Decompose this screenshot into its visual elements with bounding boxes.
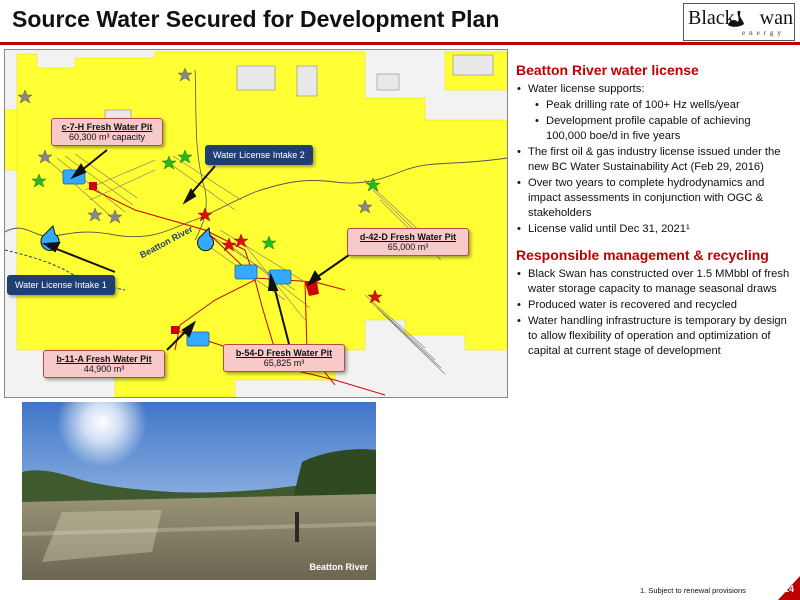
list-item: • Water handling infrastructure is temporary by design to allow flexibility of operation and optimization of capital at current stage of development xyxy=(516,314,794,359)
company-logo xyxy=(683,3,795,41)
management-list xyxy=(516,267,794,359)
pit-capacity: 60,300 m³ capacity xyxy=(68,132,146,142)
list-item: • Over two years to complete hydrodynamics and impact assessments in conjunction with OGC & stakeholders xyxy=(516,176,794,221)
pit-name: d-42-D Fresh Water Pit xyxy=(359,232,457,242)
license-heading: Beatton River water license xyxy=(516,62,699,78)
pit-capacity: 65,825 m³ xyxy=(263,358,305,368)
river-label: Beatton River xyxy=(138,223,195,261)
pit-name: c-7-H Fresh Water Pit xyxy=(61,122,153,132)
swan-icon xyxy=(725,8,747,30)
logo-tagline: energy xyxy=(742,29,785,37)
pit-capacity: 65,000 m³ xyxy=(387,242,429,252)
page-number: 14 xyxy=(784,584,795,594)
logo-wordmark: Black wan xyxy=(688,7,793,29)
pit-callout-b11a xyxy=(43,350,165,378)
footnote: 1. Subject to renewal provisions xyxy=(640,586,746,595)
list-item: • Black Swan has constructed over 1.5 MMbbl of fresh water storage capacity to manage seasonal draws xyxy=(516,267,794,297)
river-photo xyxy=(22,402,376,580)
list-item: • Development profile capable of achieving 100,000 boe/d in five years xyxy=(516,114,794,144)
title-divider xyxy=(0,42,800,45)
pit-callout-b54d xyxy=(223,344,345,372)
development-map xyxy=(4,49,508,398)
pit-capacity: 44,900 m³ xyxy=(83,364,125,374)
intake-1-label: Water License Intake 1 xyxy=(7,275,115,295)
list-item: • The first oil & gas industry license issued under the new BC Water Sustainability Act (Feb 29, 2016) xyxy=(516,145,794,175)
pit-callout-d42d xyxy=(347,228,469,256)
management-heading: Responsible management & recycling xyxy=(516,247,769,263)
photo-caption: Beatton River xyxy=(309,562,368,572)
pit-name: b-11-A Fresh Water Pit xyxy=(56,354,152,364)
river-photo-graphic xyxy=(22,402,376,580)
list-item: • Peak drilling rate of 100+ Hz wells/year xyxy=(516,98,794,113)
pit-name: b-54-D Fresh Water Pit xyxy=(235,348,333,358)
text-panel xyxy=(516,62,794,360)
pit-callout-c7h xyxy=(51,118,163,146)
list-item: • Water license supports: xyxy=(516,82,794,97)
list-item: • License valid until Dec 31, 2021¹ xyxy=(516,222,794,237)
list-item: • Produced water is recovered and recycled xyxy=(516,298,794,313)
slide-title: Source Water Secured for Development Plan xyxy=(12,6,500,32)
intake-2-label: Water License Intake 2 xyxy=(205,145,313,165)
license-list xyxy=(516,82,794,237)
